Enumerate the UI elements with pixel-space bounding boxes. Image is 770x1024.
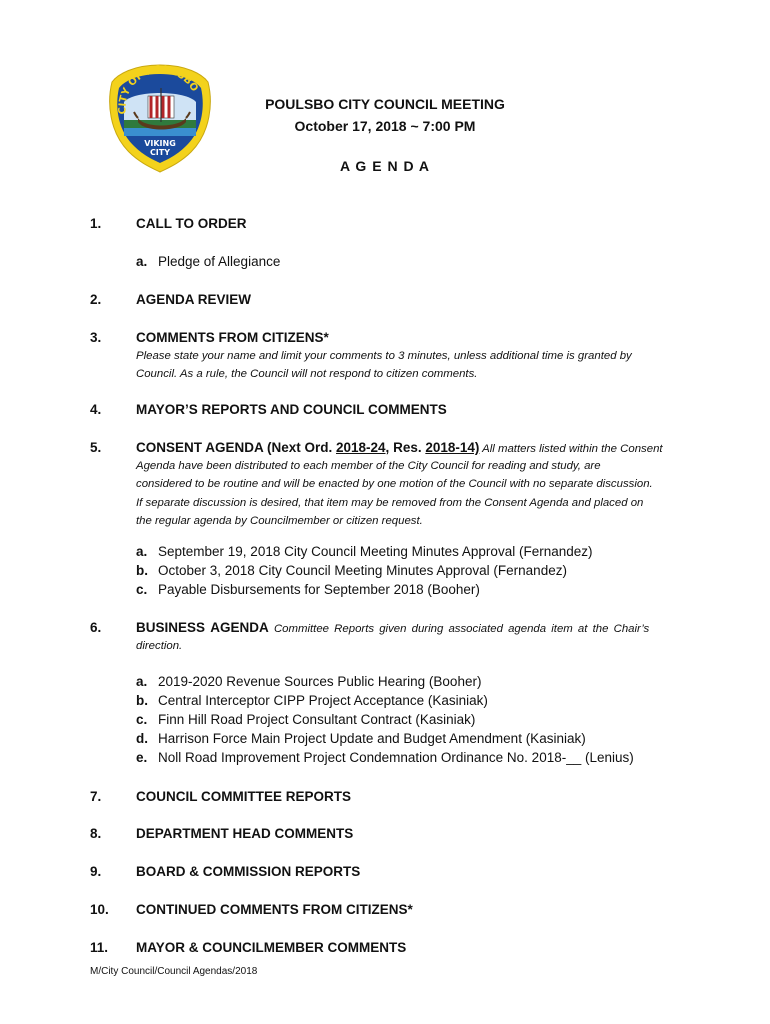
section-title-council-committee-reports: COUNCIL COMMITTEE REPORTS — [136, 789, 352, 804]
item-number: 8. — [90, 826, 102, 841]
seal-top-text: CITY OF POULSBO — [117, 64, 200, 115]
item-number: 9. — [90, 864, 102, 879]
meeting-title: POULSBO CITY COUNCIL MEETING — [265, 96, 505, 112]
item-number: 7. — [90, 789, 102, 804]
meeting-date: October 17, 2018 ~ 7:00 PM — [294, 118, 476, 134]
seal-viking-text: VIKING — [144, 139, 176, 148]
section-title-board-commission-reports: BOARD & COMMISSION REPORTS — [136, 864, 361, 879]
section-note: direction. — [136, 640, 183, 652]
section-note: Please state your name and limit your comments to 3 minutes, unless additional time is granted by Council. As a rule, the Council will not respond to citizen comments. — [136, 350, 632, 381]
list-item: e. Noll Road Improvement Project Condemnation Ordinance No. 2018-__ (Lenius) — [136, 750, 634, 765]
list-item: c. Finn Hill Road Project Consultant Contract (Kasiniak) — [136, 712, 476, 727]
item-number: 5. — [90, 440, 102, 455]
section-title-call-to-order: CALL TO ORDER — [136, 216, 247, 231]
list-item: a. September 19, 2018 City Council Meeting Minutes Approval (Fernandez) — [136, 544, 593, 559]
list-item: c. Payable Disbursements for September 2018 (Booher) — [136, 582, 480, 597]
agenda-heading: A G E N D A — [339, 158, 431, 174]
section-title-department-head-comments: DEPARTMENT HEAD COMMENTS — [136, 826, 354, 841]
list-item: a. 2019-2020 Revenue Sources Public Hearing (Booher) — [136, 674, 482, 689]
section-title-comments-from-citizens: COMMENTS FROM CITIZENS* — [136, 330, 329, 345]
section-title-consent-agenda: CONSENT AGENDA (Next Ord. 2018-24, Res. 2018-14) All matters listed within the Consent — [136, 440, 663, 455]
section-title-business-agenda: BUSINESS AGENDA Committee Reports given during associated agenda item at the Chair’s — [136, 620, 650, 635]
section-note: Agenda have been distributed to each member of the City Council for reading and study, are considered to be routine and will be enacted by one motion of the Council with no separate discussion. If separate discussion is desired, that item may be removed from the Consent Agenda and placed on the regular agenda by Councilmember or citizen request. — [136, 460, 653, 527]
list-item: b. Central Interceptor CIPP Project Acceptance (Kasiniak) — [136, 693, 488, 708]
item-number: 4. — [90, 402, 102, 417]
item-number: 10. — [90, 902, 109, 917]
section-title-mayors-reports: MAYOR’S REPORTS AND COUNCIL COMMENTS — [136, 402, 447, 417]
item-number: 6. — [90, 620, 102, 635]
item-number: 3. — [90, 330, 102, 345]
seal-city-text: CITY — [149, 148, 171, 157]
section-title-agenda-review: AGENDA REVIEW — [136, 292, 252, 307]
section-title-mayor-councilmember-comments: MAYOR & COUNCILMEMBER COMMENTS — [136, 940, 407, 955]
footer-path: M/City Council/Council Agendas/2018 — [90, 966, 258, 977]
section-title-continued-comments: CONTINUED COMMENTS FROM CITIZENS* — [136, 902, 413, 917]
item-number: 2. — [90, 292, 102, 307]
list-item: d. Harrison Force Main Project Update and Budget Amendment (Kasiniak) — [136, 731, 586, 746]
item-number: 11. — [90, 940, 109, 955]
list-item: a. Pledge of Allegiance — [136, 254, 281, 269]
list-item: b. October 3, 2018 City Council Meeting Minutes Approval (Fernandez) — [136, 563, 567, 578]
item-number: 1. — [90, 216, 102, 231]
